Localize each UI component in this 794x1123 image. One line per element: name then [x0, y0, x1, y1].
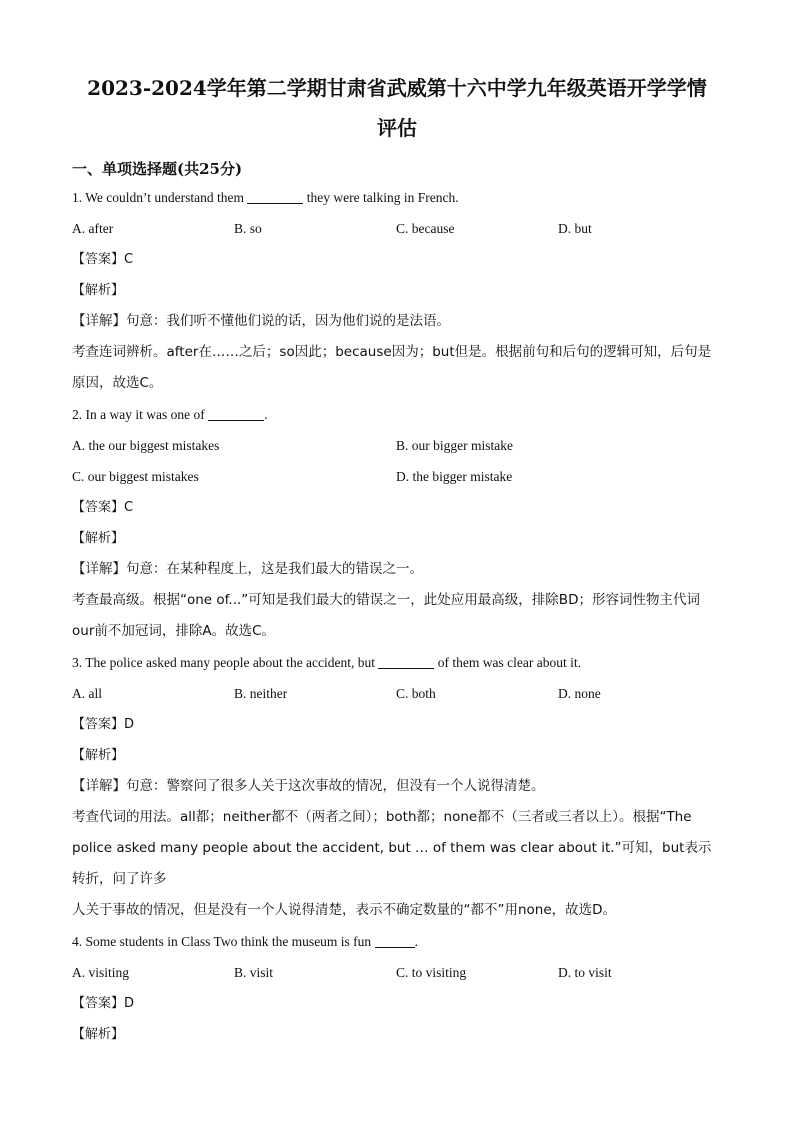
answer-blank — [378, 654, 434, 669]
stem-text: . — [264, 407, 268, 422]
question-4-options — [72, 957, 722, 988]
answer-label: 【答案】C — [72, 252, 134, 267]
stem-text: 1. We couldn’t understand them — [72, 190, 245, 205]
question-2-stem — [72, 399, 722, 430]
explanation-line: 考查最高级。根据“one of...”可知是我们最大的错误之一，此处应用最高级，排除BD；形容词性物主代词 — [72, 592, 700, 608]
option-d: D. none — [558, 686, 601, 701]
title-line-1: 2023-2024学年第二学期甘肃省武威第十六中学九年级英语开学学情 — [87, 76, 707, 100]
option-b: B. visit — [234, 965, 274, 980]
analysis-label: 【解析】 — [72, 531, 125, 546]
explanation-line: our前不加冠词，排除A。故选C。 — [72, 623, 276, 639]
option-c: C. because — [396, 221, 455, 236]
answer-blank — [247, 189, 303, 204]
stem-text: 2. In a way it was one of — [72, 407, 205, 422]
question-3-options — [72, 678, 722, 709]
stem-text: 3. The police asked many people about the accident, but — [72, 655, 376, 670]
title-line-2: 评估 — [377, 116, 417, 140]
explanation-line: 人关于事故的情况，但是没有一个人说得清楚，表示不确定数量的“都不”用none，故选D。 — [72, 902, 617, 918]
explanation-line: 考查代词的用法。all都；neither都不（两者之间）；both都；none都不（三者或三者以上）。根据“The — [72, 809, 692, 825]
option-c: C. both — [396, 686, 436, 701]
option-b: B. so — [234, 221, 262, 236]
explanation-line: 原因，故选C。 — [72, 375, 163, 391]
question-1-options — [72, 213, 722, 244]
option-c: C. our biggest mistakes — [72, 469, 199, 484]
detail-text: 【详解】句意：在某种程度上，这是我们最大的错误之一。 — [72, 561, 423, 577]
option-a: A. all — [72, 686, 102, 701]
option-d: D. the bigger mistake — [396, 469, 513, 484]
option-c: C. to visiting — [396, 965, 467, 980]
document-title — [72, 68, 722, 148]
document-page — [72, 68, 722, 1050]
stem-text: 4. Some students in Class Two think the museum is fun — [72, 934, 372, 949]
analysis-label: 【解析】 — [72, 748, 125, 763]
explanation-line: police asked many people about the accident, but … of them was clear about it.”可知，but表示转折，问了许多 — [72, 840, 712, 887]
option-d: D. to visit — [558, 965, 612, 980]
question-3-stem — [72, 647, 722, 678]
stem-text: of them was clear about it. — [437, 655, 581, 670]
explanation-line: 考查连词辨析。after在……之后；so因此；because因为；but但是。根据前句和后句的逻辑可知，后句是 — [72, 344, 712, 360]
question-4-stem — [72, 926, 722, 957]
option-a: A. visiting — [72, 965, 130, 980]
option-b: B. our bigger mistake — [396, 438, 513, 453]
detail-text: 【详解】句意：我们听不懂他们说的话，因为他们说的是法语。 — [72, 313, 450, 329]
answer-label: 【答案】D — [72, 996, 135, 1011]
stem-text: . — [414, 934, 418, 949]
answer-label: 【答案】D — [72, 717, 135, 732]
option-b: B. neither — [234, 686, 288, 701]
answer-label: 【答案】C — [72, 500, 134, 515]
answer-blank — [208, 406, 264, 421]
question-2-options-row-2 — [72, 461, 722, 492]
detail-text: 【详解】句意：警察问了很多人关于这次事故的情况，但没有一个人说得清楚。 — [72, 778, 545, 794]
analysis-label: 【解析】 — [72, 1027, 125, 1042]
stem-text: they were talking in French. — [306, 190, 459, 205]
analysis-label: 【解析】 — [72, 283, 125, 298]
question-1-stem — [72, 182, 722, 213]
option-a: A. the our biggest mistakes — [72, 438, 220, 453]
section-heading: 一、单项选择题(共25分) — [72, 160, 243, 178]
option-d: D. but — [558, 221, 592, 236]
answer-blank — [375, 933, 415, 948]
option-a: A. after — [72, 221, 114, 236]
question-2-options-row-1 — [72, 430, 722, 461]
